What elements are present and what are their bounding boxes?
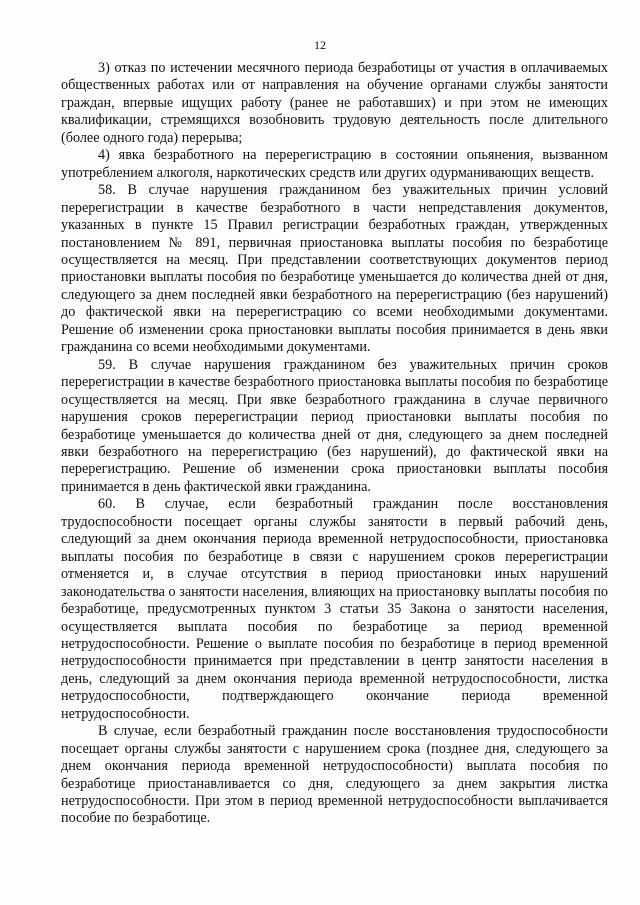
paragraph-item-4: 4) явка безработного на перерегистрацию в состоянии опьянения, вызванном употреблением алкоголя, наркотических средств или других одурманивающих веществ. [61,147,608,181]
paragraph-item-3: 3) отказ по истечении месячного периода безработицы от участия в оплачиваемых общественных работах или от направления на обучение органами службы занятости граждан, впервые ищущих работу (ранее не работавших) и при этом не имеющих квалификации, стремящихся возобновить трудовую деятельность после длительного (более одного года) перерыва; [61,60,608,146]
page-number: 12 [314,38,326,52]
paragraph-clause-58: 58. В случае нарушения гражданином без уважительных причин условий перерегистрации в качестве безработного в части непредставления документов, указанных в пункте 15 Правил регистрации безработных граждан, утвержденных постановлением № 891, первичная приостановка выплаты пособия по безработице осуществляется на месяц. При представлении соответствующих документов период приостановки выплаты пособия по безработице уменьшается до количества дней от дня, следующего за днем последней явки безработного на перерегистрацию (без нарушений) до фактической явки на перерегистрацию со всеми необходимыми документами. Решение об изменении срока приостановки выплаты пособия принимается в день явки гражданина со всеми необходимыми документами. [61,182,608,356]
paragraph-clause-60-continued: В случае, если безработный гражданин после восстановления трудоспособности посещает органы службы занятости с нарушением срока (позднее дня, следующего за днем окончания периода временной нетрудоспособности) выплата пособия по безработице приостанавливается со дня, следующего за днем закрытия листка нетрудоспособности. При этом в период временной нетрудоспособности выплачивается пособие по безработице. [61,723,608,827]
paragraph-clause-59: 59. В случае нарушения гражданином без уважительных причин сроков перерегистрации в качестве безработного приостановка выплаты пособия по безработице осуществляется на месяц. При явке безработного гражданина в случае первичного нарушения сроков перерегистрации период приостановки выплаты пособия по безработице уменьшается до количества дней от дня, следующего за днем последней явки безработного на перерегистрацию (без нарушений), до фактической явки на перерегистрацию. Решение об изменении срока приостановки выплаты пособия принимается в день фактической явки гражданина. [61,356,608,495]
document-body [61,60,608,828]
paragraph-clause-60: 60. В случае, если безработный гражданин после восстановления трудоспособности посещает органы службы занятости в первый рабочий день, следующий за днем окончания периода временной нетрудоспособности, приостановка выплаты пособия по безработице в связи с нарушением сроков перерегистрации отменяется и, в случае отсутствия в период приостановки иных нарушений законодательства о занятости населения, влияющих на приостановку выплаты пособия по безработице, предусмотренных пунктом 3 статьи 35 Закона о занятости населения, осуществляется выплата пособия по безработице за период временной нетрудоспособности. Решение о выплате пособия по безработице в период временной нетрудоспособности принимается при представлении в центр занятости населения в день, следующий за днем окончания периода временной нетрудоспособности, листка нетрудоспособности, подтверждающего окончание периода временной нетрудоспособности. [61,496,608,722]
